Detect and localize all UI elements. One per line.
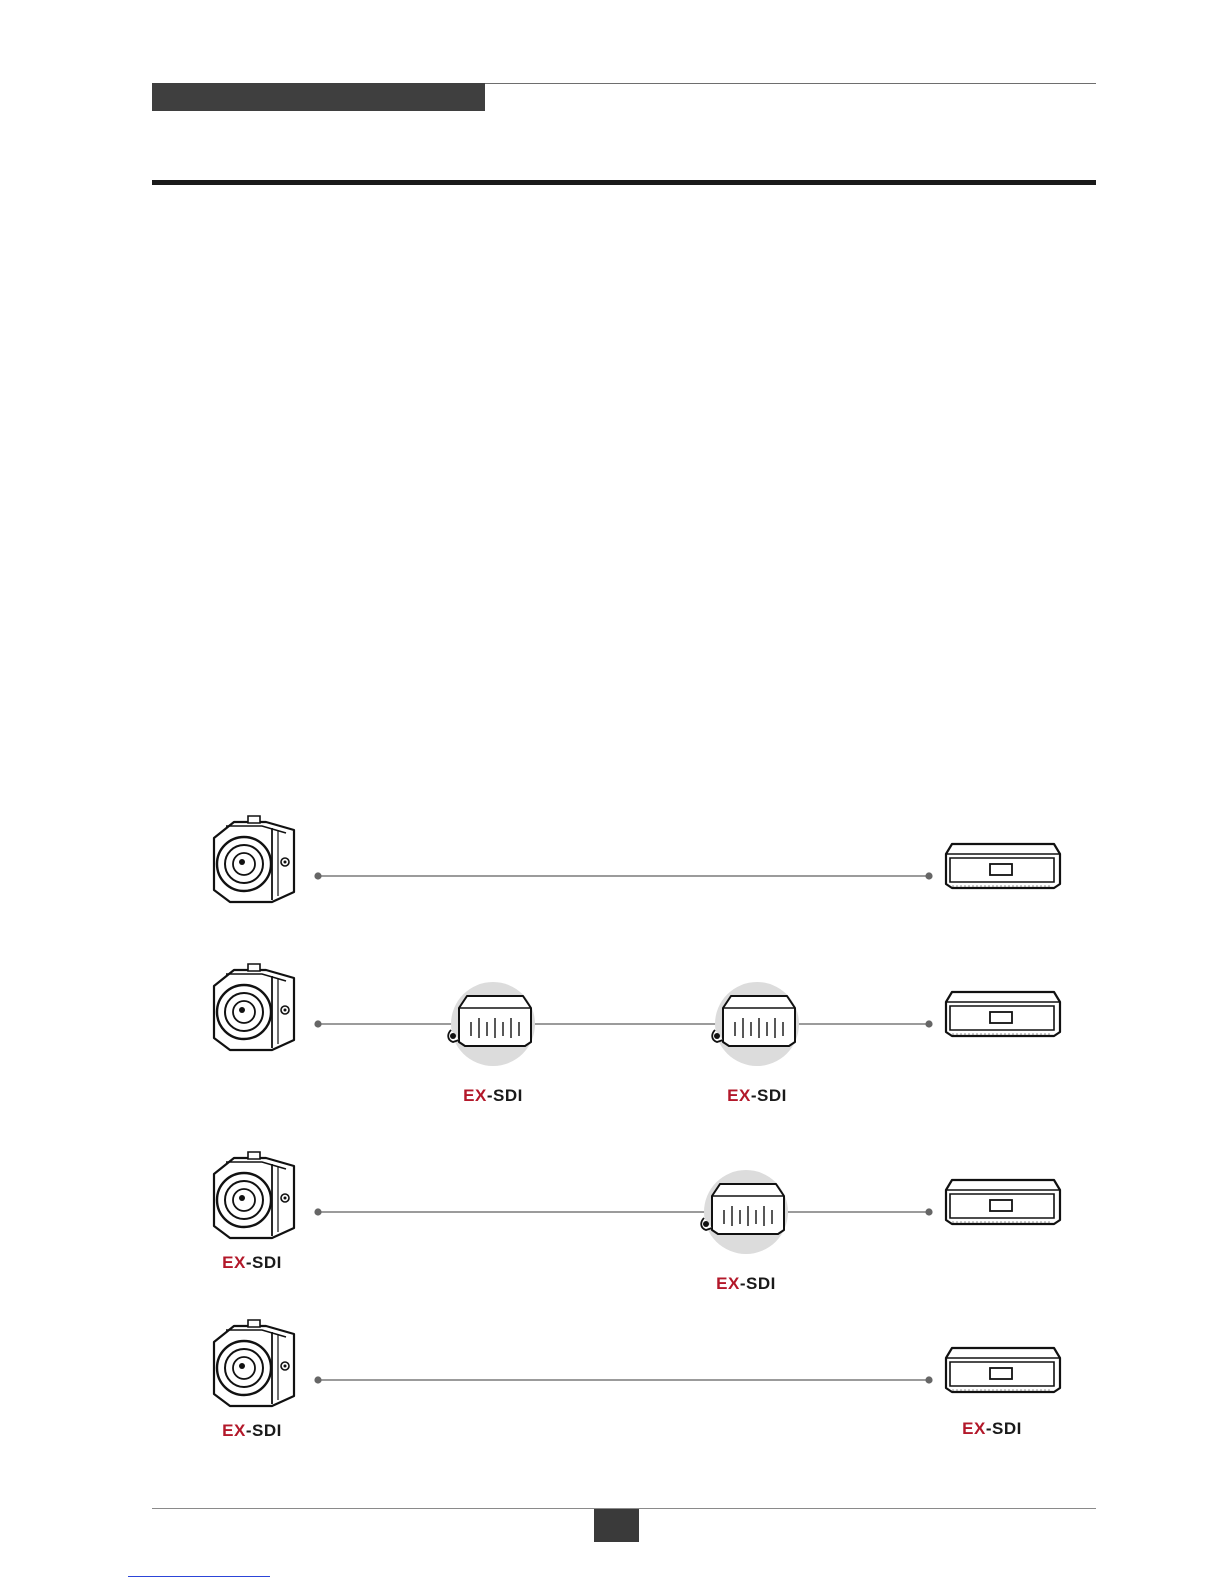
camera-ex-sdi-logo: EX-SDI [222, 1253, 282, 1272]
cable-start-node [314, 1376, 321, 1383]
footer-link-underline[interactable] [128, 1576, 270, 1577]
page-number-box [594, 1509, 639, 1542]
cable-start-node [314, 1020, 321, 1027]
camera-icon [214, 1152, 294, 1238]
cable-end-node [925, 1208, 932, 1215]
recorder-icon [946, 1348, 1060, 1392]
camera-ex-sdi-logo: EX-SDI [222, 1421, 282, 1440]
converter-ex-sdi-logo: EX-SDI [727, 1086, 787, 1105]
recorder-ex-sdi-logo: EX-SDI [962, 1419, 1022, 1438]
diagram-row-3 [214, 1152, 1060, 1254]
diagram-row-2 [214, 964, 1060, 1066]
cable-end-node [925, 1020, 932, 1027]
diagram-row-4 [214, 1320, 1060, 1406]
cable-start-node [314, 1208, 321, 1215]
cable-start-node [314, 872, 321, 879]
diagram-row-1 [214, 816, 1060, 902]
camera-icon [214, 816, 294, 902]
camera-icon [214, 964, 294, 1050]
cable-end-node [925, 872, 932, 879]
recorder-icon [946, 992, 1060, 1036]
recorder-icon [946, 844, 1060, 888]
converter-ex-sdi-logo: EX-SDI [716, 1274, 776, 1293]
recorder-icon [946, 1180, 1060, 1224]
cable-end-node [925, 1376, 932, 1383]
converter-ex-sdi-logo: EX-SDI [463, 1086, 523, 1105]
camera-icon [214, 1320, 294, 1406]
